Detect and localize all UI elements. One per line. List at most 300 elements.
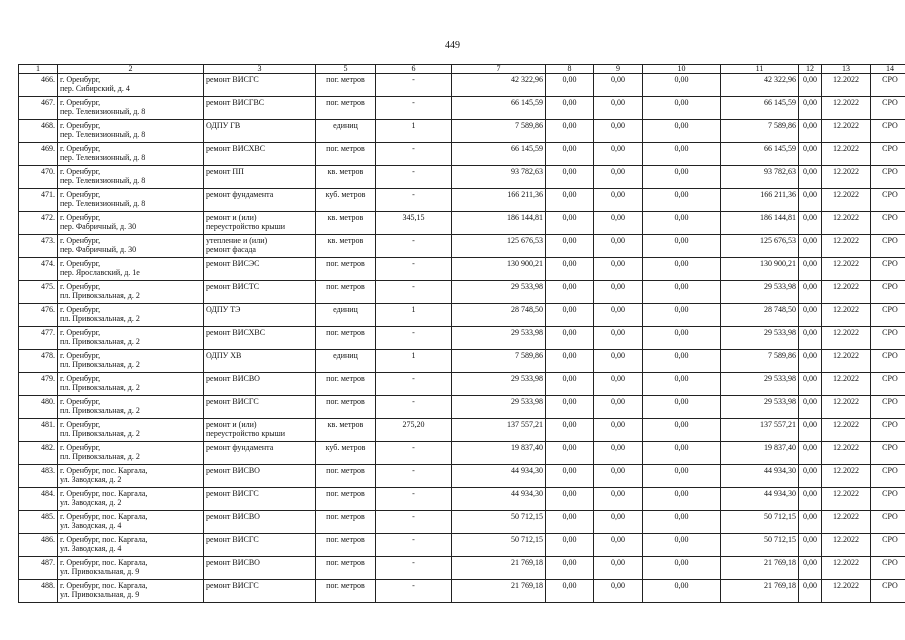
work-type-cell	[204, 166, 316, 189]
fund-cell	[594, 465, 643, 488]
row-number-cell	[19, 327, 58, 350]
fund-cell	[594, 396, 643, 419]
cell-text: пл. Привокзальная, д. 2	[60, 383, 140, 392]
cell-text: -	[412, 489, 415, 498]
cell-text: единиц	[333, 121, 358, 130]
deadline-cell	[822, 350, 871, 373]
cell-text: ремонт ВИСГС	[206, 75, 259, 84]
work-type-cell	[204, 396, 316, 419]
fund-cell	[546, 534, 594, 557]
cell-text: 486.	[41, 535, 55, 544]
cell-text: переустройство крыши	[206, 222, 286, 231]
cell-text: г. Оренбург,	[60, 282, 101, 291]
cell-text: 0,00	[611, 443, 625, 452]
cell-text: -	[412, 512, 415, 521]
total-cost-cell	[452, 120, 546, 143]
cell-text: пог. метров	[326, 489, 365, 498]
volume-cell	[376, 120, 452, 143]
method-cell	[871, 488, 905, 511]
cell-text: пл. Привокзальная, д. 2	[60, 291, 140, 300]
fund-cell	[799, 373, 822, 396]
cell-text: СРО	[882, 489, 898, 498]
cell-text: 0,00	[674, 420, 689, 429]
address-cell	[58, 304, 204, 327]
cell-text: 125 676,53	[507, 236, 543, 245]
cell-text: куб. метров	[325, 190, 366, 199]
method-cell	[871, 396, 905, 419]
total-cost-cell	[452, 189, 546, 212]
cell-text: ул. Привокзальная, д. 9	[60, 567, 140, 576]
unit-cell	[316, 143, 376, 166]
cell-text: 0,00	[674, 328, 689, 337]
total-cost-cell	[452, 580, 546, 603]
address-cell	[58, 557, 204, 580]
table-row	[19, 396, 905, 419]
table-row	[19, 534, 905, 557]
fund-cell	[546, 97, 594, 120]
deadline-cell	[822, 120, 871, 143]
cell-text: 7 589,86	[768, 121, 796, 130]
cell-text: пог. метров	[326, 75, 365, 84]
table-row	[19, 350, 905, 373]
cell-text: 7 589,86	[768, 351, 796, 360]
cell-text: кв. метров	[327, 236, 364, 245]
cell-text: 0,00	[803, 305, 817, 314]
cell-text: 484.	[41, 489, 55, 498]
cell-text: 275,20	[402, 420, 425, 429]
cell-text: СРО	[882, 535, 898, 544]
deadline-cell	[822, 488, 871, 511]
address-cell	[58, 396, 204, 419]
work-type-cell	[204, 120, 316, 143]
table-row	[19, 120, 905, 143]
fund-cell	[643, 534, 721, 557]
cell-text: ул. Привокзальная, д. 9	[60, 590, 140, 599]
cell-text: 12.2022	[833, 236, 859, 245]
cell-text: СРО	[882, 581, 898, 590]
fund-cell	[594, 212, 643, 235]
cell-text: -	[412, 236, 415, 245]
owner-funds-cell	[721, 189, 799, 212]
total-cost-cell	[452, 511, 546, 534]
cell-text: 485.	[41, 512, 55, 521]
fund-cell	[799, 189, 822, 212]
work-type-cell	[204, 74, 316, 97]
cell-text: кв. метров	[327, 213, 364, 222]
cell-text: 0,00	[803, 397, 817, 406]
cell-text: пл. Привокзальная, д. 2	[60, 406, 140, 415]
cell-text: 0,00	[611, 351, 625, 360]
cell-text: г. Оренбург,	[60, 351, 101, 360]
method-cell	[871, 373, 905, 396]
fund-cell	[799, 534, 822, 557]
method-cell	[871, 74, 905, 97]
cell-text: 0,00	[611, 282, 625, 291]
cell-text: 0,00	[803, 328, 817, 337]
cell-text: 0,00	[611, 558, 625, 567]
cell-text: ремонт фасада	[206, 245, 256, 254]
total-cost-cell	[452, 396, 546, 419]
cell-text: 0,00	[803, 190, 817, 199]
unit-cell	[316, 419, 376, 442]
cell-text: 0,00	[611, 581, 625, 590]
cell-text: 186 144,81	[760, 213, 796, 222]
owner-funds-cell	[721, 143, 799, 166]
total-cost-cell	[452, 373, 546, 396]
method-cell	[871, 442, 905, 465]
cell-text: 482.	[41, 443, 55, 452]
cell-text: 1	[411, 305, 416, 314]
table-row	[19, 212, 905, 235]
fund-cell	[643, 350, 721, 373]
cell-text: 93 782,63	[511, 167, 543, 176]
fund-cell	[799, 419, 822, 442]
cell-text: пер. Фабричный, д. 30	[60, 222, 137, 231]
unit-cell	[316, 511, 376, 534]
cell-text: 130 900,21	[507, 259, 543, 268]
row-number-cell	[19, 235, 58, 258]
cell-text: 0,00	[611, 397, 625, 406]
cell-text: 0,00	[611, 259, 625, 268]
cell-text: ул. Заводская, д. 4	[60, 521, 122, 530]
row-number-cell	[19, 373, 58, 396]
cell-text: СРО	[882, 351, 898, 360]
fund-cell	[546, 74, 594, 97]
cell-text: -	[412, 328, 415, 337]
fund-cell	[546, 396, 594, 419]
method-cell	[871, 120, 905, 143]
cell-text: 478.	[41, 351, 55, 360]
owner-funds-cell	[721, 327, 799, 350]
cell-text: г. Оренбург,	[60, 305, 101, 314]
cell-text: -	[412, 167, 415, 176]
total-cost-cell	[452, 235, 546, 258]
table-row	[19, 235, 905, 258]
owner-funds-cell	[721, 580, 799, 603]
method-cell	[871, 350, 905, 373]
fund-cell	[799, 557, 822, 580]
fund-cell	[594, 419, 643, 442]
work-type-cell	[204, 281, 316, 304]
cell-text: 42 322,96	[764, 75, 796, 84]
cell-text: -	[412, 98, 415, 107]
cell-text: 12.2022	[833, 420, 859, 429]
unit-cell	[316, 557, 376, 580]
method-cell	[871, 534, 905, 557]
cell-text: 0,00	[562, 512, 577, 521]
total-cost-cell	[452, 419, 546, 442]
column-header: 1	[19, 65, 58, 74]
fund-cell	[643, 189, 721, 212]
cell-text: 137 557,21	[507, 420, 543, 429]
cell-text: 66 145,59	[764, 144, 796, 153]
cell-text: г. Оренбург, пос. Каргала,	[60, 489, 148, 498]
unit-cell	[316, 396, 376, 419]
deadline-cell	[822, 166, 871, 189]
column-header: 6	[376, 65, 452, 74]
cell-text: 0,00	[611, 236, 625, 245]
table-row	[19, 74, 905, 97]
owner-funds-cell	[721, 120, 799, 143]
cell-text: 0,00	[674, 397, 689, 406]
cell-text: 0,00	[674, 489, 689, 498]
cell-text: 0,00	[803, 443, 817, 452]
cell-text: 66 145,59	[511, 144, 543, 153]
cell-text: куб. метров	[325, 443, 366, 452]
fund-cell	[799, 511, 822, 534]
row-number-cell	[19, 258, 58, 281]
fund-cell	[643, 488, 721, 511]
deadline-cell	[822, 258, 871, 281]
total-cost-cell	[452, 465, 546, 488]
fund-cell	[546, 373, 594, 396]
cell-text: пог. метров	[326, 328, 365, 337]
deadline-cell	[822, 465, 871, 488]
owner-funds-cell	[721, 419, 799, 442]
cell-text: 0,00	[611, 144, 625, 153]
fund-cell	[799, 74, 822, 97]
column-header: 11	[721, 65, 799, 74]
address-cell	[58, 534, 204, 557]
cell-text: 0,00	[674, 374, 689, 383]
cell-text: 0,00	[803, 374, 817, 383]
cell-text: 0,00	[611, 98, 625, 107]
fund-cell	[799, 304, 822, 327]
deadline-cell	[822, 327, 871, 350]
cell-text: 345,15	[402, 213, 425, 222]
cell-text: 44 934,30	[764, 466, 796, 475]
table-row	[19, 488, 905, 511]
volume-cell	[376, 350, 452, 373]
total-cost-cell	[452, 212, 546, 235]
cell-text: пог. метров	[326, 397, 365, 406]
method-cell	[871, 212, 905, 235]
work-type-cell	[204, 488, 316, 511]
address-cell	[58, 327, 204, 350]
cell-text: 29 533,98	[764, 374, 796, 383]
table-row	[19, 143, 905, 166]
cell-text: пог. метров	[326, 144, 365, 153]
cell-text: 12.2022	[833, 259, 859, 268]
unit-cell	[316, 97, 376, 120]
row-number-cell	[19, 442, 58, 465]
work-type-cell	[204, 212, 316, 235]
cell-text: 0,00	[562, 558, 577, 567]
fund-cell	[594, 350, 643, 373]
fund-cell	[643, 396, 721, 419]
cell-text: 66 145,59	[764, 98, 796, 107]
row-number-cell	[19, 396, 58, 419]
work-type-cell	[204, 189, 316, 212]
cell-text: переустройство крыши	[206, 429, 286, 438]
row-number-cell	[19, 580, 58, 603]
fund-cell	[546, 235, 594, 258]
row-number-cell	[19, 189, 58, 212]
cell-text: 50 712,15	[511, 535, 543, 544]
cell-text: 0,00	[562, 282, 577, 291]
table-row	[19, 281, 905, 304]
page-number: 449	[445, 40, 460, 51]
cell-text: 0,00	[803, 558, 817, 567]
volume-cell	[376, 465, 452, 488]
unit-cell	[316, 580, 376, 603]
cell-text: 0,00	[562, 351, 577, 360]
method-cell	[871, 143, 905, 166]
fund-cell	[546, 350, 594, 373]
cell-text: 19 837,40	[764, 443, 796, 452]
cell-text: СРО	[882, 328, 898, 337]
cell-text: пер. Телевизионный, д. 8	[60, 107, 146, 116]
cell-text: 483.	[41, 466, 55, 475]
volume-cell	[376, 304, 452, 327]
table-row	[19, 419, 905, 442]
cell-text: 0,00	[674, 190, 689, 199]
address-cell	[58, 281, 204, 304]
work-type-cell	[204, 419, 316, 442]
cell-text: 12.2022	[833, 535, 859, 544]
volume-cell	[376, 534, 452, 557]
cell-text: 12.2022	[833, 558, 859, 567]
total-cost-cell	[452, 166, 546, 189]
fund-cell	[546, 580, 594, 603]
table-row	[19, 373, 905, 396]
unit-cell	[316, 488, 376, 511]
cell-text: 7 589,86	[515, 351, 543, 360]
cell-text: 166 211,36	[507, 190, 543, 199]
cell-text: пог. метров	[326, 374, 365, 383]
volume-cell	[376, 189, 452, 212]
fund-cell	[799, 258, 822, 281]
cell-text: 474.	[41, 259, 55, 268]
row-number-cell	[19, 281, 58, 304]
fund-cell	[546, 143, 594, 166]
address-cell	[58, 166, 204, 189]
cell-text: ремонт и (или)	[206, 420, 257, 429]
cell-text: г. Оренбург,	[60, 75, 101, 84]
cell-text: 1	[411, 121, 416, 130]
cell-text: ремонт ВИСЭС	[206, 259, 260, 268]
cell-text: ул. Заводская, д. 2	[60, 475, 122, 484]
total-cost-cell	[452, 488, 546, 511]
table-row	[19, 580, 905, 603]
fund-cell	[799, 143, 822, 166]
cell-text: 12.2022	[833, 167, 859, 176]
cell-text: 468.	[41, 121, 55, 130]
cell-text: 29 533,98	[764, 397, 796, 406]
address-cell	[58, 488, 204, 511]
fund-cell	[799, 442, 822, 465]
cell-text: 477.	[41, 328, 55, 337]
cell-text: 125 676,53	[760, 236, 796, 245]
address-cell	[58, 74, 204, 97]
fund-cell	[594, 97, 643, 120]
cell-text: 0,00	[674, 213, 689, 222]
cell-text: 466.	[41, 75, 55, 84]
cell-text: 12.2022	[833, 489, 859, 498]
table-row	[19, 511, 905, 534]
work-type-cell	[204, 97, 316, 120]
cell-text: 44 934,30	[511, 489, 543, 498]
cell-text: ремонт ВИСХВС	[206, 144, 266, 153]
column-header: 9	[594, 65, 643, 74]
cell-text: г. Оренбург,	[60, 167, 101, 176]
cell-text: СРО	[882, 282, 898, 291]
cell-text: -	[412, 282, 415, 291]
row-number-cell	[19, 166, 58, 189]
total-cost-cell	[452, 97, 546, 120]
cell-text: -	[412, 581, 415, 590]
method-cell	[871, 235, 905, 258]
cell-text: г. Оренбург,	[60, 420, 101, 429]
cell-text: ремонт ВИСВО	[206, 374, 260, 383]
cell-text: 475.	[41, 282, 55, 291]
cell-text: пог. метров	[326, 98, 365, 107]
cell-text: пог. метров	[326, 535, 365, 544]
cell-text: 1	[411, 351, 416, 360]
method-cell	[871, 511, 905, 534]
cell-text: 29 533,98	[511, 328, 543, 337]
cell-text: 0,00	[674, 558, 689, 567]
method-cell	[871, 97, 905, 120]
volume-cell	[376, 212, 452, 235]
cell-text: единиц	[333, 305, 358, 314]
cell-text: 470.	[41, 167, 55, 176]
deadline-cell	[822, 580, 871, 603]
address-cell	[58, 143, 204, 166]
owner-funds-cell	[721, 488, 799, 511]
method-cell	[871, 189, 905, 212]
cell-text: 44 934,30	[764, 489, 796, 498]
volume-cell	[376, 97, 452, 120]
deadline-cell	[822, 189, 871, 212]
fund-cell	[643, 212, 721, 235]
cell-text: 21 769,18	[764, 558, 796, 567]
address-cell	[58, 189, 204, 212]
cell-text: ремонт ВИСГС	[206, 581, 259, 590]
fund-cell	[643, 97, 721, 120]
work-type-cell	[204, 511, 316, 534]
fund-cell	[799, 166, 822, 189]
row-number-cell	[19, 557, 58, 580]
fund-cell	[546, 465, 594, 488]
work-type-cell	[204, 143, 316, 166]
cell-text: ОДПУ ТЭ	[206, 305, 241, 314]
cell-text: 0,00	[803, 351, 817, 360]
fund-cell	[546, 557, 594, 580]
fund-cell	[799, 281, 822, 304]
cell-text: 481.	[41, 420, 55, 429]
cell-text: пер. Сибирский, д. 4	[60, 84, 130, 93]
unit-cell	[316, 304, 376, 327]
deadline-cell	[822, 557, 871, 580]
volume-cell	[376, 166, 452, 189]
deadline-cell	[822, 419, 871, 442]
cell-text: пл. Привокзальная, д. 2	[60, 429, 140, 438]
cell-text: СРО	[882, 512, 898, 521]
row-number-cell	[19, 488, 58, 511]
cell-text: ОДПУ ГВ	[206, 121, 241, 130]
cell-text: пер. Телевизионный, д. 8	[60, 199, 146, 208]
fund-cell	[546, 120, 594, 143]
cell-text: г. Оренбург, пос. Каргала,	[60, 512, 148, 521]
cell-text: 0,00	[562, 535, 577, 544]
row-number-cell	[19, 143, 58, 166]
fund-cell	[799, 350, 822, 373]
cell-text: 476.	[41, 305, 55, 314]
cell-text: кв. метров	[327, 420, 364, 429]
cell-text: пог. метров	[326, 282, 365, 291]
cell-text: 0,00	[674, 167, 689, 176]
